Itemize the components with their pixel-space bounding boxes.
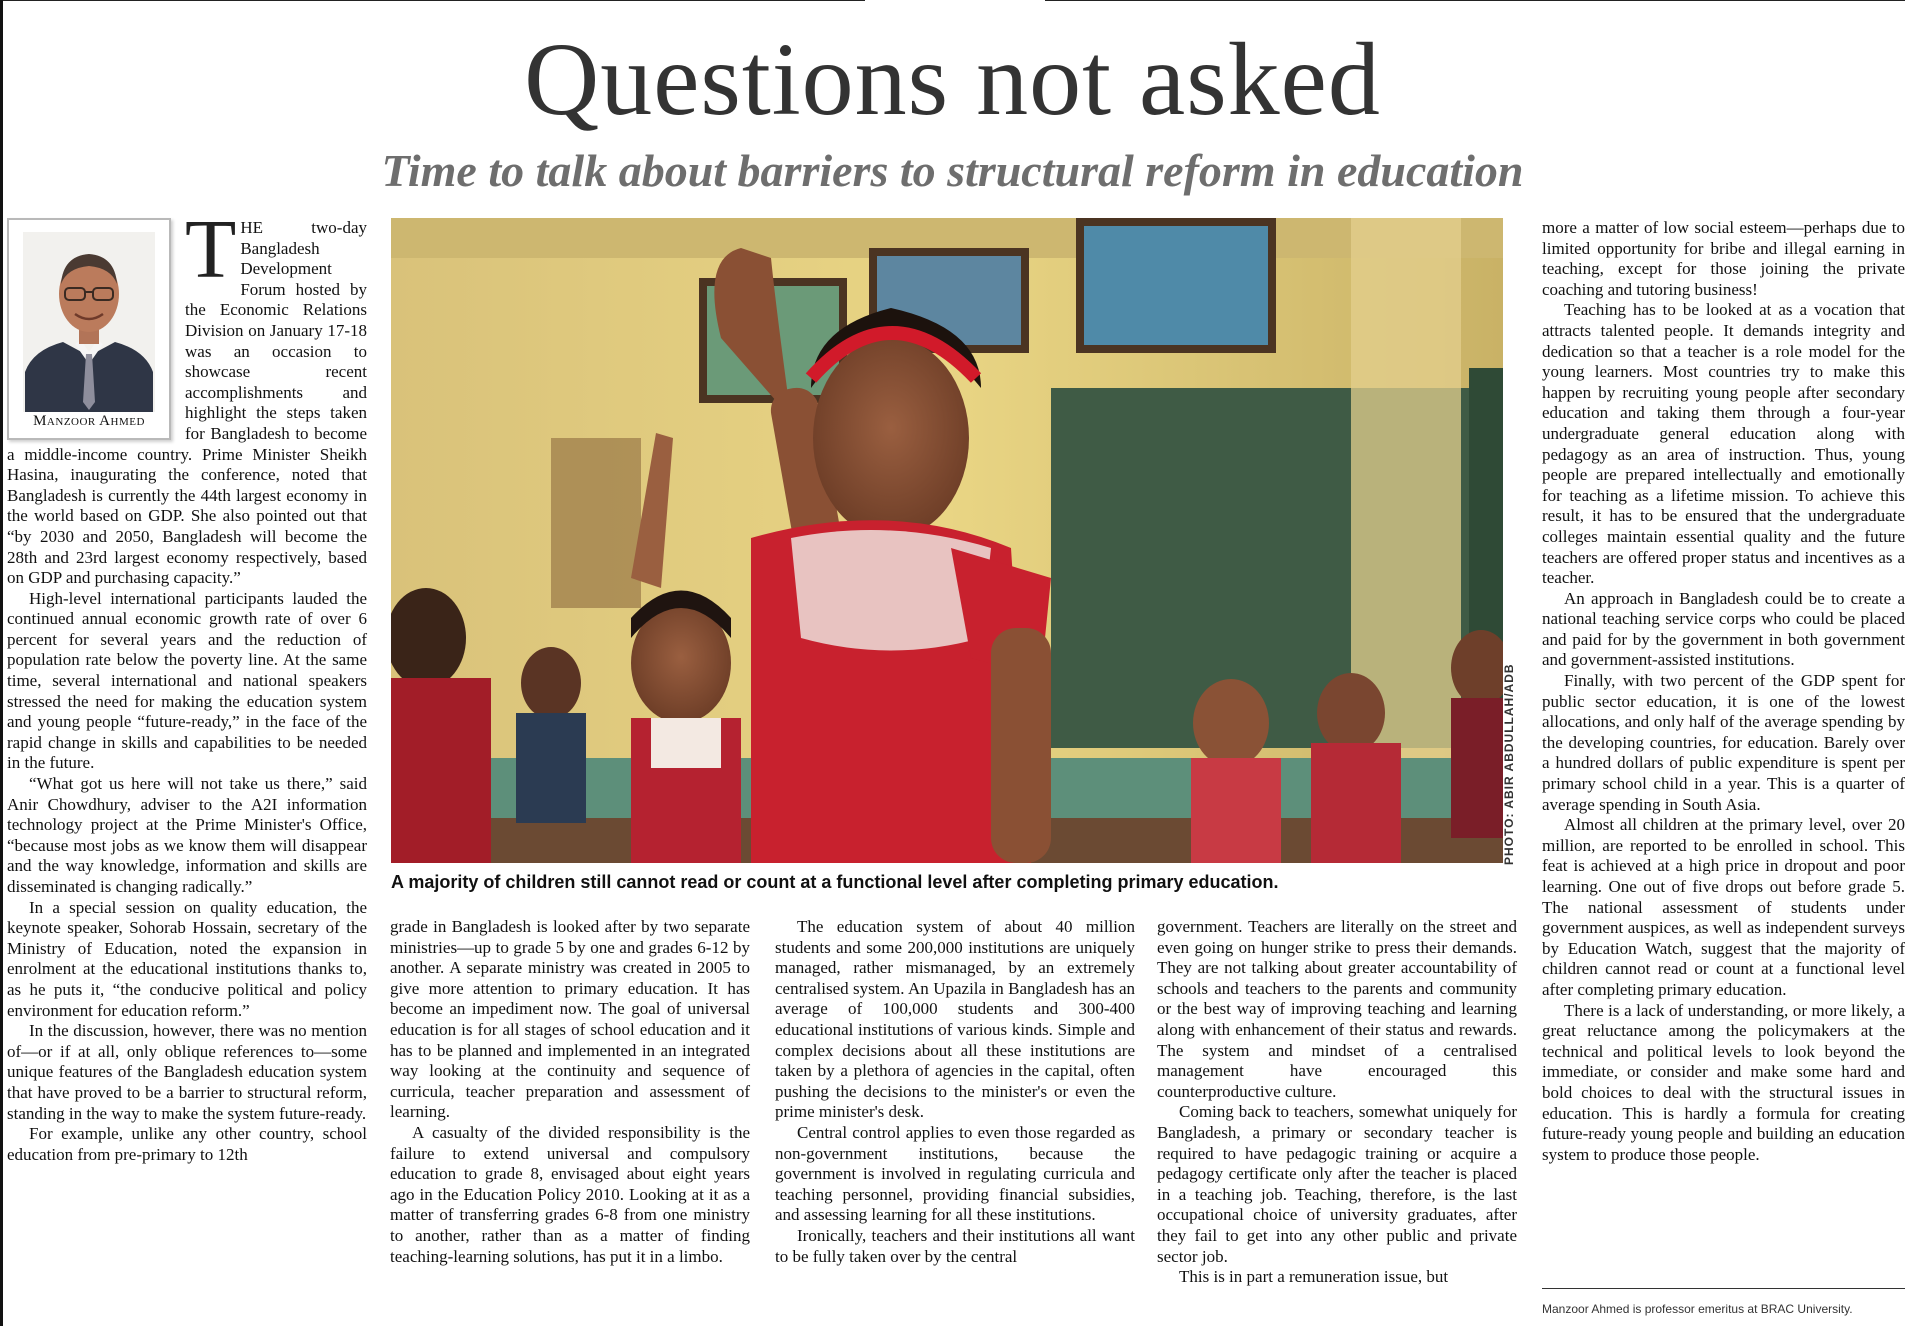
paragraph: more a matter of low social esteem—perhaps due to limited opportunity for bribe and illegal earning in teaching, except for those joining the private coaching and tutoring business! bbox=[1542, 218, 1905, 299]
drop-cap: T bbox=[185, 203, 237, 296]
paragraph: The education system of about 40 million students and some 200,000 institutions are uniquely managed, rather mismanaged, by an extremely centralised system. An Upazila in Bangladesh has an average of 100,000 students and 300-400 educational institutions of various kinds. Simple and complex decisions about all these institutions are taken by a plethora of agencies in the capital, often pushing the decisions to the minister's or even the prime minister's desk. bbox=[775, 917, 1135, 1122]
author-bio: Manzoor Ahmed is professor emeritus at BRAC University. bbox=[1542, 1302, 1853, 1316]
paragraph: For example, unlike any other country, school education from pre-primary to 12th bbox=[7, 1124, 367, 1164]
paragraph: Coming back to teachers, somewhat uniquely for Bangladesh, a primary or secondary teacher is required to have pedagogic training or acquire a pedagogy certificate only after the teacher is placed in a teaching job. Teaching, therefore, is the last occupational choice of university graduates, after they fail to get into any other public and private sector job. bbox=[1157, 1102, 1517, 1266]
paragraph: HE two-day Bangladesh Development Forum hosted by the Economic Relations Division on January 17-18 was an occasion to showcase recent accomplishments and highlight the steps taken for Bangladesh to become a middle-income country. Prime Minister Sheikh Hasina, inaugurating the conference, noted that Bangladesh is currently the 44th largest economy in the world based on GDP. She also pointed out that “by 2030 and 2050, Bangladesh will become the 28th and 23rd largest economy respectively, based on GDP and purchasing capacity.” bbox=[7, 218, 367, 588]
paragraph: A casualty of the divided responsibility is the failure to extend universal and compulsory education to grade 8, envisaged about eight years ago in the Education Policy 2010. Looking at it as a matter of transferring grades 6-8 from one ministry to another, rather than as a matter of finding teaching-learning solutions, has put it in a limbo. bbox=[390, 1122, 750, 1266]
top-rule-gap bbox=[865, 0, 1045, 2]
bio-divider bbox=[1542, 1288, 1905, 1289]
subhead: Time to talk about barriers to structural reform in education bbox=[381, 145, 1524, 196]
classroom-photo bbox=[391, 218, 1503, 863]
paragraph: In a special session on quality education, the keynote speaker, Sohorab Hossain, secretary of the Ministry of Education, noted the expansion in enrolment at the educational institutions thanks to, as he puts it, “the conducive political and policy environment for education reform.” bbox=[7, 897, 367, 1020]
author-portrait-image bbox=[23, 232, 155, 412]
paragraph: This is in part a remuneration issue, but bbox=[1179, 1267, 1449, 1287]
paragraph: government. Teachers are literally on the street and even going on hunger strike to press their demands. They are not talking about greater accountability of schools and teachers to the parents and community or the best way of improving teaching and learning along with enhancement of their status and rewards. The system and mindset of a centralised management have encouraged this counterproductive culture. bbox=[1157, 917, 1517, 1101]
paragraph: There is a lack of understanding, or more likely, a great reluctance among the policymakers at the technical and political levels to look beyond the immediate, or consider and make some hard and bold choices to deal with the structural issues in education. This is hardly a formula for creating future-ready young people and building an education system to produce those people. bbox=[1542, 1000, 1905, 1164]
paragraph: grade in Bangladesh is looked after by two separate ministries—up to grade 5 by one and grades 6-12 by another. A separate ministry was created in 2005 to give more attention to primary education. It has become an impediment now. The goal of universal education is for all stages of school education and it has to be planned and implemented in an integrated way looking at the continuity and sequence of curricula, teacher preparation and assessment of learning. bbox=[390, 917, 750, 1122]
author-photo bbox=[23, 232, 155, 412]
paragraph: In the discussion, however, there was no mention of—or if at all, only oblique references to—some unique features of the Bangladesh education system that have proved to be a barrier to structural reform, standing in the way to make the system future-ready. bbox=[7, 1021, 367, 1123]
author-box bbox=[7, 218, 171, 440]
article-column-5 bbox=[1542, 218, 1905, 1165]
paragraph: An approach in Bangladesh could be to create a national teaching service corps who could be placed and paid for by the government in both government and government-assisted institutions. bbox=[1542, 588, 1905, 670]
paragraph: Finally, with two percent of the GDP spent for public sector education, it is one of the lowest allocations, and only half of the average spending by the developing countries, for education. Barely over a hundred dollars of public expenditure is spent per primary school child in a year. This is a quarter of average spending in South Asia. bbox=[1542, 671, 1905, 814]
article-column-2 bbox=[390, 917, 750, 1267]
author-name: Manzoor Ahmed bbox=[33, 413, 145, 430]
paragraph: Ironically, teachers and their institutions all want to be fully taken over by the central bbox=[775, 1225, 1135, 1266]
photo-caption: A majority of children still cannot read or count at a functional level after completing primary education. bbox=[391, 872, 1279, 892]
classroom-photo-image bbox=[391, 218, 1503, 863]
article-column-4 bbox=[1157, 917, 1517, 1288]
article-column-1 bbox=[7, 203, 367, 1318]
headline: Questions not asked bbox=[524, 22, 1381, 137]
paragraph: Teaching has to be looked at as a vocation that attracts talented people. It demands integrity and dedication so that a teacher is a role model for the young learners. Most countries try to make this happen by recruiting young people after secondary education and taking them through a four-year undergraduate general education along with pedagogy as an area of instruction. Thus, young people are prepared intellectually and emotionally for teaching as a lifetime mission. To achieve this result, it has to be ensured that the undergraduate colleges maintain essential quality and the future teachers are offered proper status and incentives as a teacher. bbox=[1542, 300, 1905, 588]
photo-credit: PHOTO: ABIR ABDULLAH/ADB bbox=[1502, 663, 1516, 865]
paragraph: High-level international participants lauded the continued annual economic growth rate of over 6 percent for several years and the reduction of population rate below the poverty line. At the same time, several international and national speakers stressed the need for making the education system and young people “future-ready,” in the face of the rapid change in skills and capabilities to be needed in the future. bbox=[7, 588, 367, 773]
article-column-3 bbox=[775, 917, 1135, 1267]
paragraph: “What got us here will not take us there,” said Anir Chowdhury, adviser to the A2I information technology project at the Prime Minister's Office, “because most jobs as we know them will disappear and the way knowledge, information and skills are disseminated is changing radically.” bbox=[7, 774, 367, 896]
paragraph: Central control applies to even those regarded as non-government institutions, because the government is involved in regulating curricula and teaching personnel, providing financial subsidies, and assessing learning for all these institutions. bbox=[775, 1122, 1135, 1225]
paragraph: Almost all children at the primary level, over 20 million, are reported to be enrolled in school. This feat is achieved at a high price in dropout and poor learning. One out of five drops out before grade 5. The national assessment of students under government auspices, as well as independent surveys by Education Watch, suggest that the majority of children cannot read or count at a functional level after completing primary education. bbox=[1542, 815, 1905, 999]
